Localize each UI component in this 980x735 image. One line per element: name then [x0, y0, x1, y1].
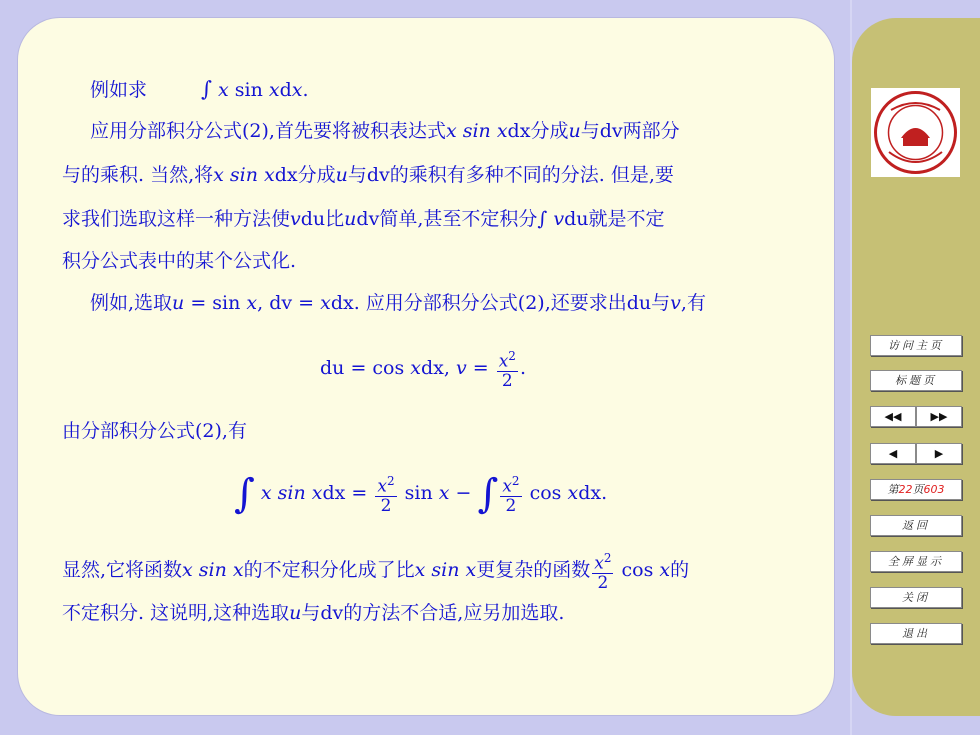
math: x sin x	[182, 559, 244, 581]
math: x	[498, 351, 509, 372]
math: x	[218, 79, 229, 101]
text: 显然,它将函数	[62, 559, 183, 581]
line-4	[62, 206, 664, 232]
text: 例如求	[90, 79, 148, 101]
integral-sign: ∫	[537, 208, 548, 230]
text: 两部分	[622, 120, 680, 142]
line-2	[90, 118, 680, 144]
fullscreen-button[interactable]: 全屏显示	[870, 551, 962, 572]
math: u	[344, 208, 357, 230]
text: 与	[580, 120, 600, 142]
text: 的不定积分化成了比	[243, 559, 415, 581]
math: dv	[356, 208, 380, 230]
math: , dv =	[257, 292, 321, 314]
math: x sin x	[414, 559, 477, 581]
text: 就是不定	[588, 208, 665, 230]
text: ,有	[680, 292, 706, 314]
next-page-button[interactable]: ▶	[916, 443, 962, 464]
line-9	[62, 600, 564, 626]
text: dx. 应用分部积分公式(2),还要求出	[330, 292, 627, 314]
math: x	[567, 482, 579, 504]
back-button[interactable]: 返回	[870, 515, 962, 536]
text: 与	[347, 164, 367, 186]
exponent: 2	[603, 550, 612, 565]
text: 简单,甚至不定积分	[379, 208, 538, 230]
text: 与	[651, 292, 671, 314]
text: 与的乘积. 当然,将	[62, 164, 214, 186]
math: du	[300, 208, 326, 230]
text: 的方法不合适,应另加选取.	[343, 602, 565, 624]
math: dx	[507, 120, 531, 142]
integral-sign: ∫	[201, 77, 212, 101]
title-page-button[interactable]: 标题页	[870, 370, 962, 391]
math: cos	[523, 482, 568, 504]
math: dv	[366, 164, 390, 186]
exponent: 2	[508, 348, 516, 363]
line-1: 例如求 ∫ x sin xdx.	[90, 77, 309, 101]
text: 分成	[530, 120, 569, 142]
math: du	[626, 292, 652, 314]
last-page-button[interactable]: ▶▶	[916, 406, 962, 427]
math: sin	[398, 482, 439, 504]
slide-content	[18, 18, 834, 715]
math: =	[466, 357, 495, 379]
math: dx,	[421, 357, 456, 379]
math: 2	[501, 371, 513, 392]
text: 应用分部积分公式(2),首先要将被积表达式	[90, 120, 446, 142]
fraction	[497, 347, 518, 392]
math: x	[410, 357, 421, 379]
math: dv	[320, 602, 344, 624]
text: 例如,选取	[90, 292, 173, 314]
fraction	[592, 549, 613, 594]
math: dv	[599, 120, 623, 142]
math: x	[246, 292, 258, 314]
text: 与	[301, 602, 321, 624]
math: cos	[615, 559, 660, 581]
line-7: 由分部积分公式(2),有	[62, 420, 247, 442]
university-logo-icon	[871, 88, 960, 177]
line-5: 积分公式表中的某个公式化.	[62, 250, 297, 272]
fraction	[375, 472, 396, 517]
text: 求我们选取这样一种方法使	[62, 208, 291, 230]
integral-sign: ∫	[234, 471, 255, 517]
text: 的	[670, 559, 690, 581]
line-6	[90, 290, 706, 316]
page-prefix: 第	[887, 483, 899, 496]
text: 的乘积有多种不同的分法. 但是,要	[389, 164, 674, 186]
math: v	[455, 357, 467, 379]
math: dx	[274, 164, 298, 186]
page-total: 603	[923, 483, 945, 496]
integral-sign: ∫	[477, 471, 499, 517]
math: u	[568, 120, 581, 142]
exit-button[interactable]: 退出	[870, 623, 962, 644]
math: 2	[380, 496, 392, 517]
math: u	[335, 164, 348, 186]
math: dx =	[322, 482, 374, 504]
math: x	[502, 476, 512, 497]
math: −	[449, 482, 478, 504]
math: x	[377, 476, 387, 497]
math: v	[553, 208, 565, 230]
home-page-button[interactable]: 访问主页	[870, 335, 962, 356]
math: 2	[597, 573, 609, 594]
equation-1	[320, 346, 526, 391]
math: v	[670, 292, 681, 314]
math: du = cos	[320, 357, 411, 379]
exponent: 2	[511, 473, 520, 488]
math: .	[519, 357, 526, 379]
math: du	[564, 208, 589, 230]
line-3	[62, 162, 674, 188]
math: x	[438, 482, 450, 504]
text: 更复杂的函数	[476, 559, 591, 581]
text: 不定积分. 这说明,这种选取	[62, 602, 290, 624]
math: v	[290, 208, 301, 230]
line-8	[62, 548, 689, 593]
text: 分成	[297, 164, 336, 186]
previous-page-button[interactable]: ◀	[870, 443, 916, 464]
jump-buttons	[870, 406, 962, 427]
close-button[interactable]: 关闭	[870, 587, 962, 608]
page-current: 22	[898, 483, 913, 496]
math: x	[594, 553, 604, 574]
math: x sin x	[213, 164, 275, 186]
math: x sin x	[445, 120, 508, 142]
math: = sin	[184, 292, 247, 314]
exponent: 2	[386, 473, 395, 488]
step-buttons	[870, 443, 962, 464]
equation-2	[234, 468, 607, 518]
page-mid: 页	[912, 483, 924, 496]
math: x	[268, 79, 280, 101]
math: x sin x	[260, 482, 323, 504]
math: x	[659, 559, 671, 581]
page-indicator	[870, 479, 962, 500]
fraction	[500, 472, 521, 517]
math: x	[320, 292, 331, 314]
text: 比	[325, 208, 345, 230]
math: u	[172, 292, 185, 314]
math: 2	[505, 496, 517, 517]
math: dx.	[578, 482, 608, 504]
first-page-button[interactable]: ◀◀	[870, 406, 916, 427]
slide-panel	[18, 18, 834, 715]
math: u	[289, 602, 302, 624]
